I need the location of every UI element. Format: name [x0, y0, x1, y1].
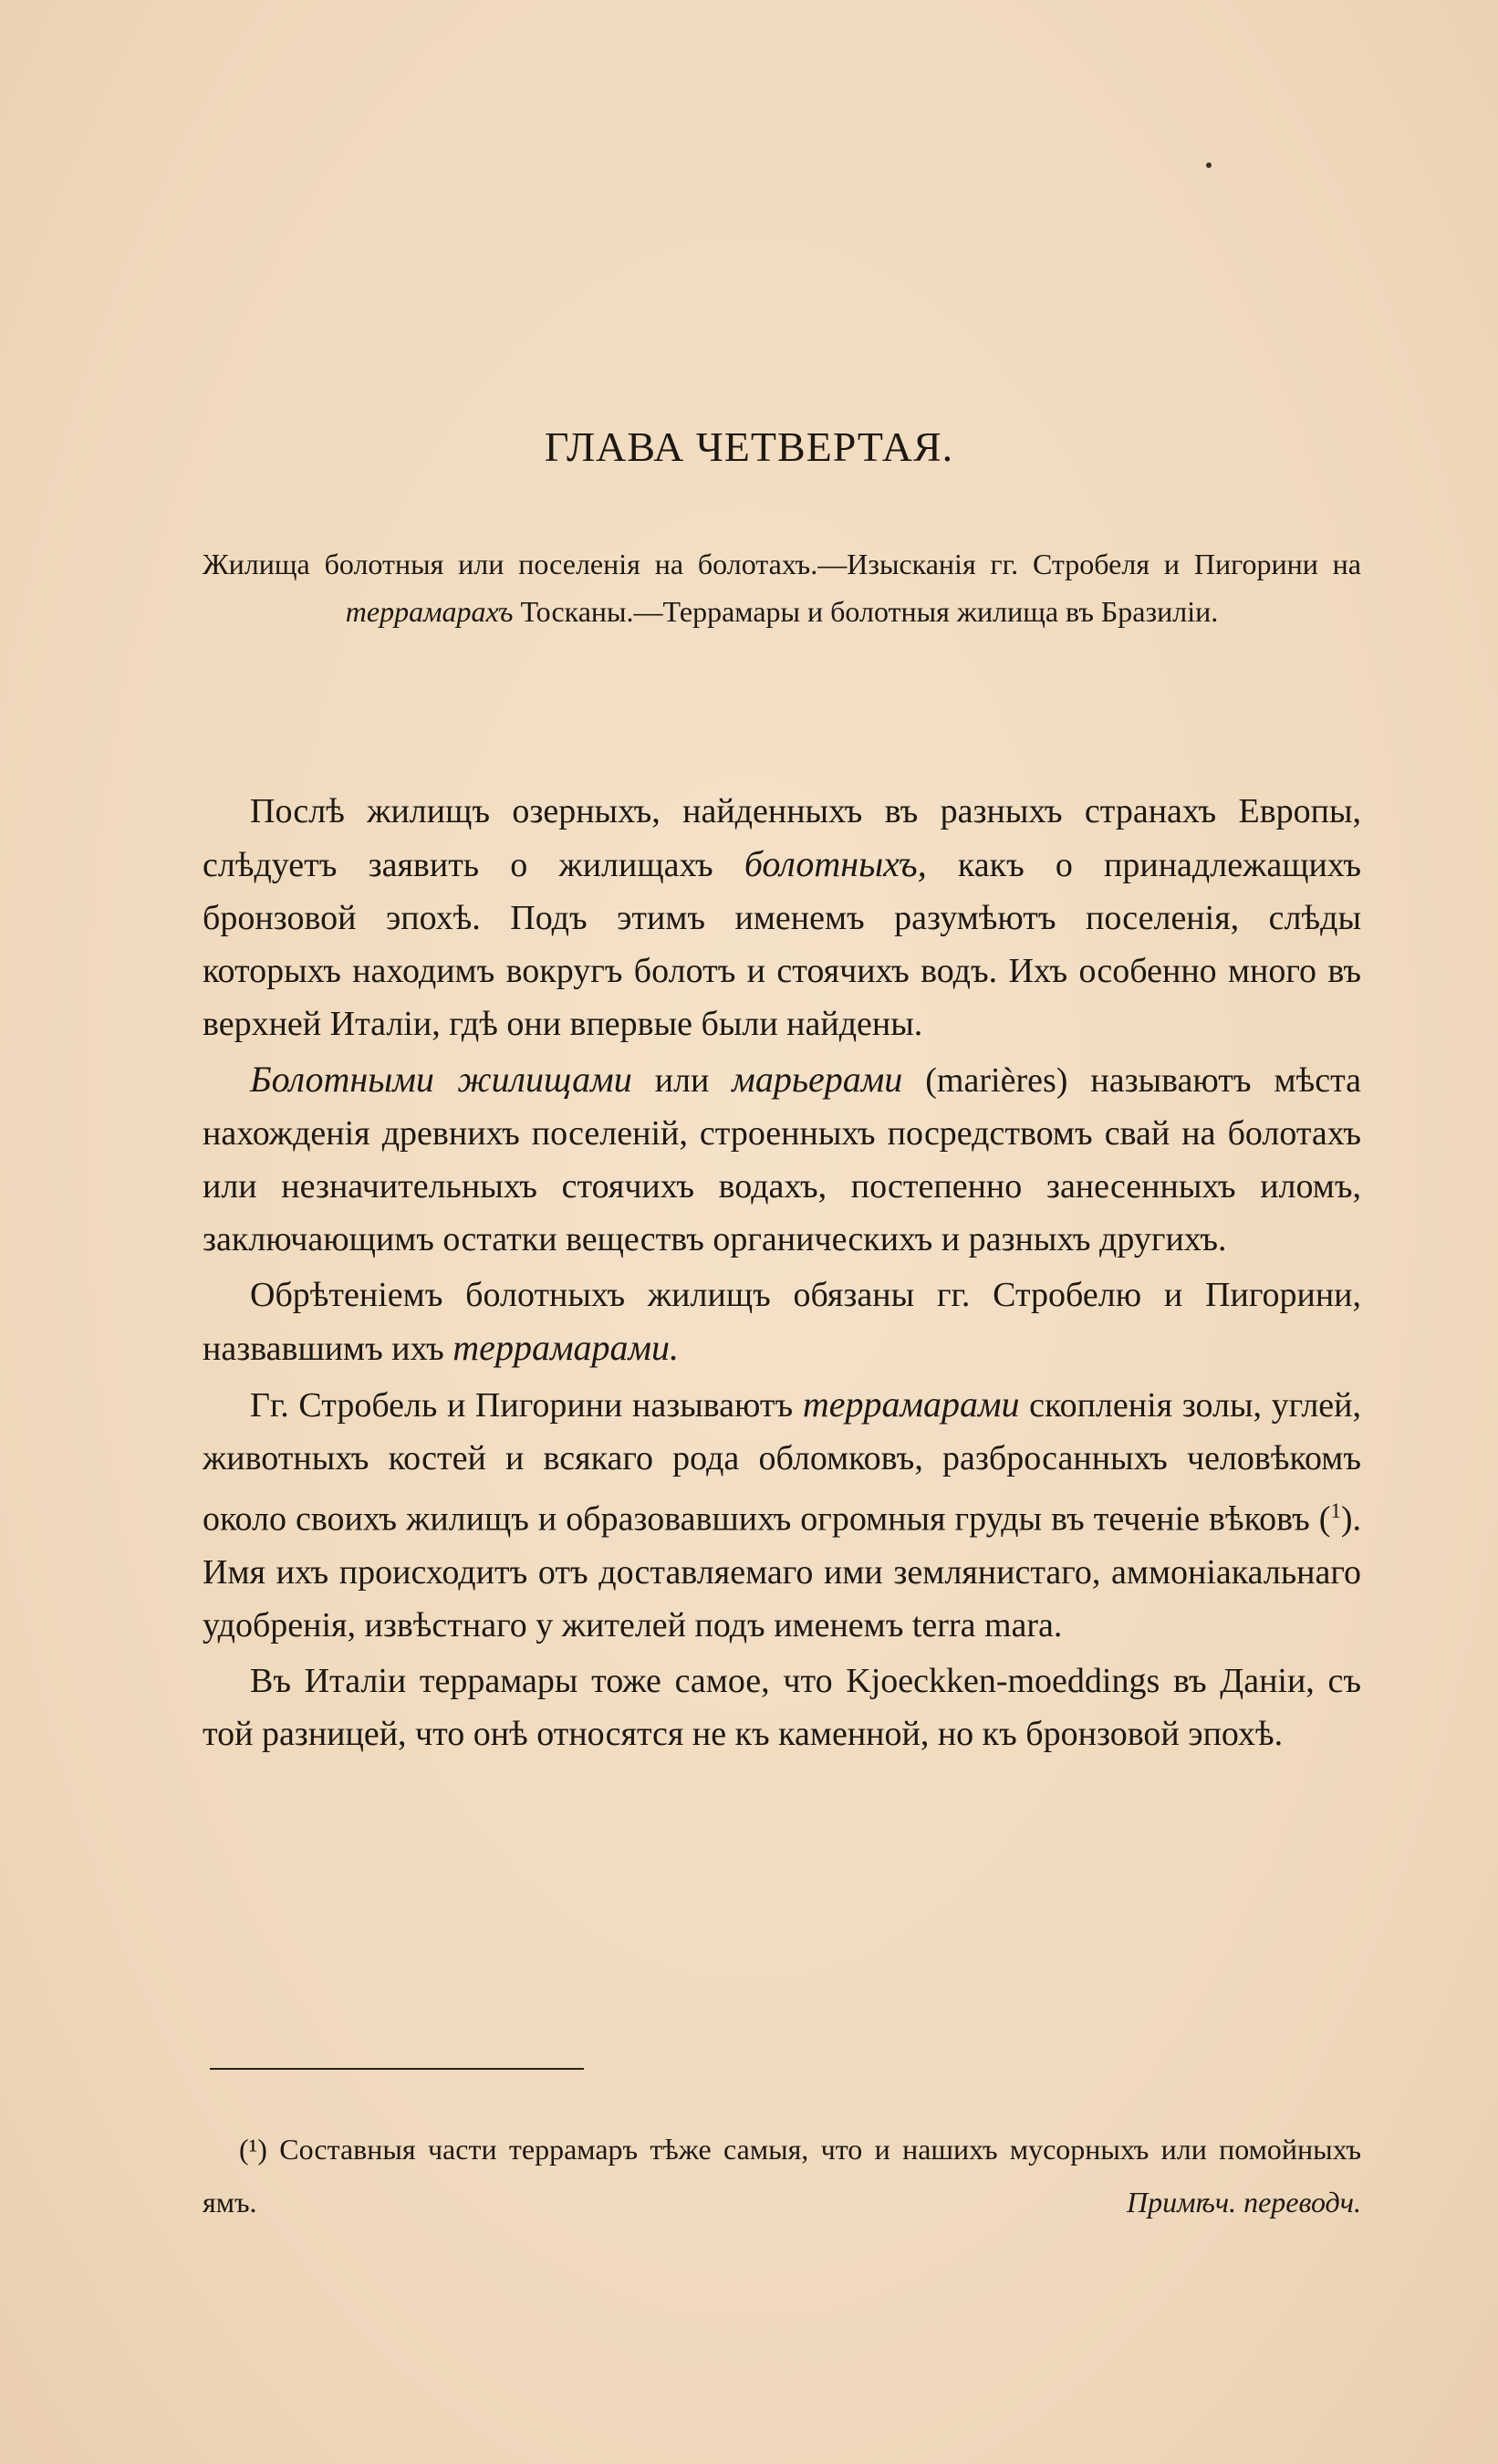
paragraph-5-text: Въ Италіи террамары тоже самое, что Kjoeckken-moeddings въ Даніи, съ той разницей, что онѣ относятся не къ каменной, но къ бронзовой эпохѣ.	[203, 1661, 1361, 1753]
paragraph-2-text-a: или	[654, 1061, 710, 1100]
paragraph-1	[203, 785, 1361, 1050]
paragraph-2	[203, 1053, 1361, 1266]
paragraph-4-italic: террамарами	[802, 1383, 1020, 1425]
paragraph-1-italic: болотныхъ,	[744, 843, 927, 884]
paragraph-2-italic-a: Болотными жилищами	[250, 1059, 632, 1100]
paragraph-4-text-c: ). Имя ихъ происходитъ отъ доставляемаго ими землянистаго, аммоніакальнаго удобренія, извѣстнаго у жителей подъ именемъ terra mara.	[203, 1499, 1361, 1644]
paragraph-2-text-b: (marières) называютъ мѣста нахожденія древнихъ поселеній, строенныхъ посредствомъ свай на болотахъ или незначительныхъ стоячихъ водахъ, постепенно занесенныхъ иломъ, заключающимъ остатки веществъ органическихъ и разныхъ другихъ.	[203, 1061, 1362, 1258]
chapter-summary	[203, 540, 1361, 635]
paragraph-5	[203, 1655, 1361, 1760]
paragraph-3	[203, 1269, 1361, 1375]
main-text	[203, 785, 1361, 1763]
footnote-signature: Примѣч. переводч.	[1126, 2186, 1361, 2219]
paragraph-4	[203, 1378, 1361, 1652]
paragraph-2-italic-b: марьерами	[732, 1059, 903, 1100]
paragraph-3-italic: террамарами.	[453, 1327, 679, 1368]
paragraph-1-text-a: Послѣ жилищъ озерныхъ, найденныхъ въ разныхъ странахъ Европы, слѣдуетъ заявить о жилищахъ	[203, 792, 1361, 884]
paragraph-3-text: Обрѣтеніемъ болотныхъ жилищъ обязаны гг. Стробелю и Пигорини, назвавшимъ ихъ	[203, 1276, 1361, 1368]
paragraph-4-text-b: скопленія золы, углей, животныхъ костей и всякаго рода обломковъ, разбросанныхъ человѣкомъ около своихъ жилищъ и образовавшихъ огромныя груды въ теченіе вѣковъ (	[203, 1386, 1361, 1539]
footnote-text: Составныя части террамаръ тѣже самыя, что и нашихъ мусорныхъ или помойныхъ ямъ.	[203, 2133, 1362, 2219]
summary-text-1: Жилища болотныя или поселенія на болотахъ.—Изысканія гг. Стробеля и Пигорини на	[203, 548, 1361, 580]
footnote-marker: (¹)	[239, 2133, 267, 2166]
summary-italic: террамарахъ	[345, 595, 514, 628]
chapter-title: ГЛАВА ЧЕТВЕРТАЯ.	[544, 423, 954, 470]
footnote	[203, 2123, 1361, 2229]
paragraph-1-text-b: какъ о принадлежащихъ бронзовой эпохѣ. Подъ этимъ именемъ разумѣютъ поселенія, слѣды которыхъ находимъ вокругъ болотъ и стоячихъ водъ. Ихъ особенно много въ верхней Италіи, гдѣ они впервые были найдены.	[203, 846, 1361, 1043]
paragraph-4-text-a: Гг. Стробель и Пигорини называютъ	[250, 1386, 794, 1425]
footnote-reference[interactable]: 1	[1330, 1499, 1341, 1522]
ink-speck	[1206, 162, 1212, 168]
summary-text-2: Тосканы.—Террамары и болотныя жилища въ Бразиліи.	[520, 595, 1219, 628]
footnote-divider	[210, 2068, 584, 2070]
